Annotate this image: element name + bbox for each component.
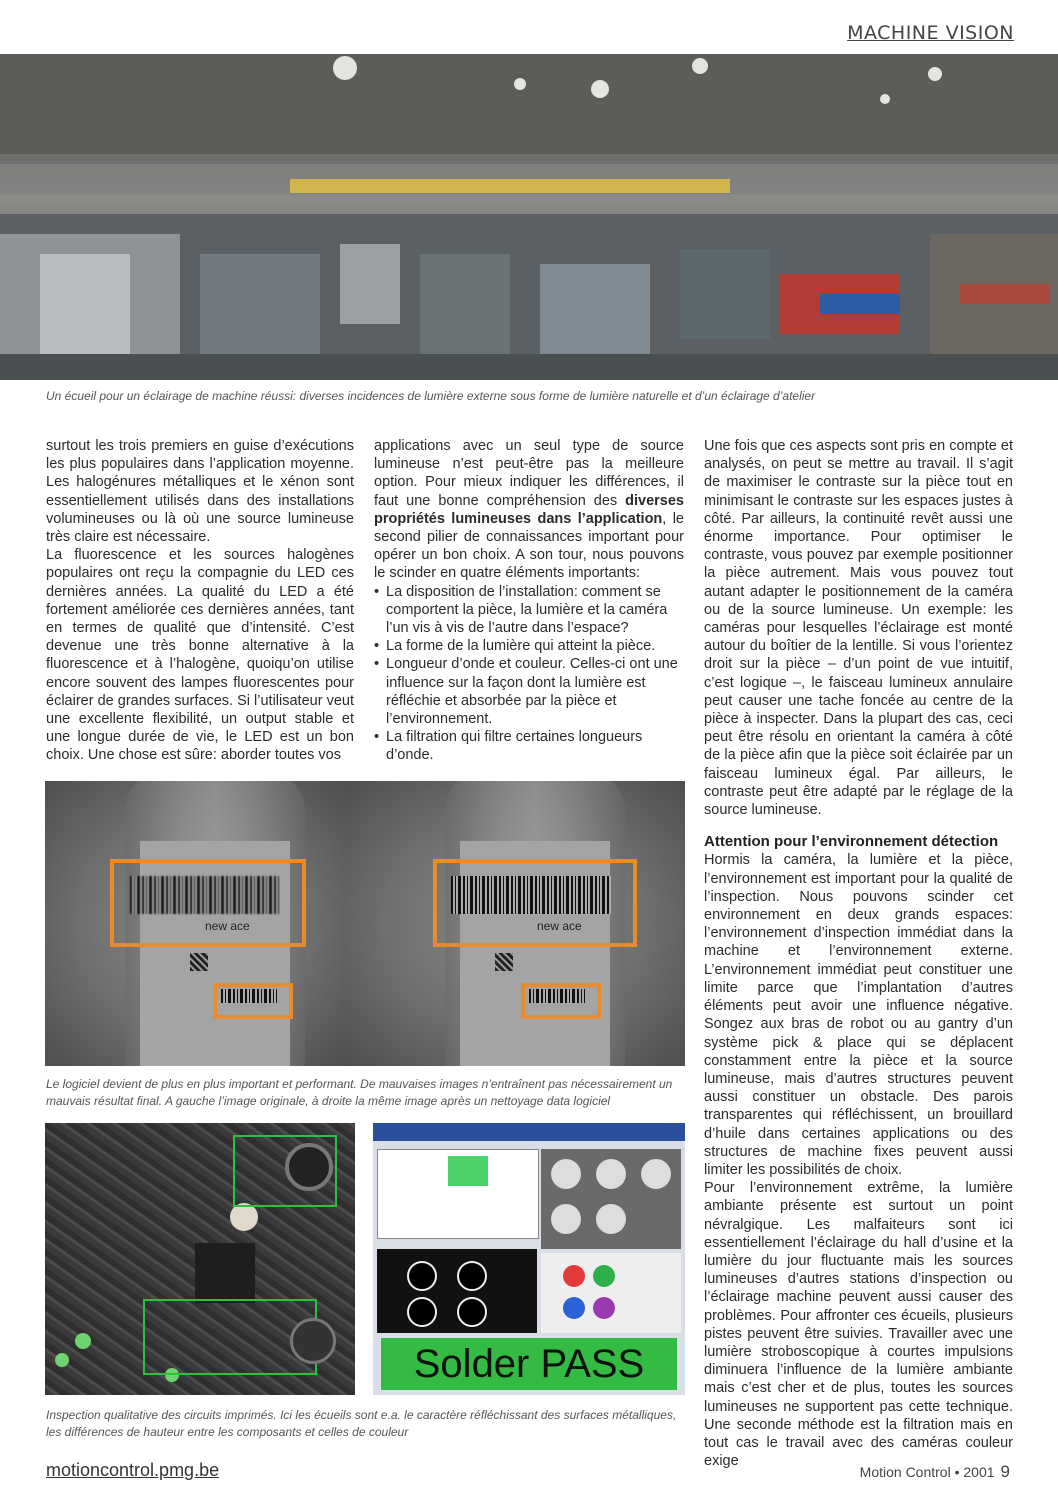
bottles-image (45, 781, 685, 1066)
column-2 (374, 437, 684, 765)
col3-subheading: Attention pour l’environnement détection (704, 833, 999, 851)
bottle-label-text: new ace (537, 919, 582, 933)
qr-code (190, 953, 208, 971)
bottles-caption: Le logiciel devient de plus en plus important et performant. De mauvaises images n’entraînent pas nécessairement un mauvais résultat final. A gauche l’image originale, à droite la même image après un nettoyage data logiciel (46, 1077, 673, 1108)
list-item: • La forme de la lumière qui atteint la pièce. (374, 637, 684, 655)
col1-paragraph-2: La fluorescence et les sources halogènes populaires ont reçu la compagnie du LED ces dernières années. La qualité du LED a été fortement améliorée ces dernières années, tant en termes de qualité que d’intensité. C’est devenue une très bonne alternative à la fluorescence et à l’halogène, quoiqu’on utilise encore souvent des lampes fluorescentes pour éclairer de grandes surfaces. Si l’utilisateur veut une excellente flexibilité, un output stable et une longue durée de vie, le LED est un bon choix. Une chose est sûre: aborder toutes vos (46, 547, 354, 764)
col1-paragraph-1: surtout les trois premiers en guise d’exécutions les plus populaires dans l’application moyenne. Les halogénures métalliques et le xénon sont essentiellement utilisés dans des installations volumineuses ou là où une source lumineuse très claire est nécessaire. (46, 438, 354, 546)
col3-paragraph-1: Une fois que ces aspects sont pris en compte et analysés, on peut se mettre au travail. Il s’agit de maximiser le contraste sur la pièce tout en minimisant le contraste sur les espaces justes à côté. Par ailleurs, la continuité revêt aussi une énorme importance. Pour optimiser le contraste, vous pouvez par exemple positionner la pièce autrement. Mais vous pouvez tout autant adapter le positionnement de la caméra ou de la source lumineuse. Un exemple: les caméras pour lesquelles l’éclairage est monté autour du boîtier de la lentille. Si vous l’orientez droit sur la pièce – d’un point de vue intuitif, c’est logique –, le faisceau lumineux annulaire peut causer une tache foncée au centre de la pièce à inspecter. Dans la plupart des cas, ceci peut être résolu en orientant la caméra à côté de la pièce afin que la pièce soit éclairée par un faisceau lumineux égal. Par ailleurs, le contraste peut être adapté par le réglage de la source lumineuse. (704, 438, 1013, 819)
col2-bullet-list (374, 583, 684, 765)
barcode (130, 876, 280, 914)
list-item: • La filtration qui filtre certaines longueurs d’onde. (374, 728, 684, 764)
col3-paragraph-3: Pour l’environnement extrême, la lumière ambiante présente est surtout un point névralgique. Les malfaiteurs sont ici essentiellement l’éclairage du hall d’usine et la lumière du jour fluctuante mais les sources lumineuses d’autres stations d’inspection ou l’éclairage machine peuvent aussi causer des problèmes. Pour affronter ces écueils, plusieurs pistes peuvent être suivies. Travailler avec une lumière stroboscopique à courtes impulsions diminuera l’influence de la lumière ambiante mais c’est cher et de plus, toutes les sources lumineuses ne supportent pas cette technique. Une seconde méthode est la filtration mais en tout cas le travail avec des caméras couleur exige (704, 1180, 1013, 1470)
bottle-label-text: new ace (205, 919, 250, 933)
window-titlebar (373, 1123, 685, 1141)
factory-illustration (0, 54, 1058, 380)
solder-pass-banner: Solder PASS (381, 1338, 677, 1390)
pcb-image (45, 1123, 355, 1395)
section-title: MACHINE VISION (847, 22, 1014, 44)
qr-code (495, 953, 513, 971)
software-screenshot (373, 1123, 685, 1395)
bottle-original (45, 781, 345, 1066)
col2-text-a: applications avec un seul type de source lumineuse n’est peut-être pas la meilleure option. Pour mieux indiquer les différences, il faut une bonne compréhension des (374, 438, 684, 509)
column-1 (46, 437, 354, 765)
column-3 (704, 437, 1013, 1470)
footer-website[interactable]: motioncontrol.pmg.be (46, 1460, 220, 1480)
barcode-small (529, 989, 585, 1003)
factory-photo (0, 54, 1058, 380)
col2-paragraph-1 (374, 437, 684, 583)
barcode (451, 876, 611, 914)
page-number: 9 (1000, 1462, 1010, 1481)
component-disc (230, 1203, 258, 1231)
col2-text-c: , le second pilier de connaissances important pour opérer un bon choix. A son tour, nous pouvons le scinder en quatre éléments importants: (374, 510, 684, 582)
list-item: • Longueur d’onde et couleur. Celles-ci ont une influence sur la façon dont la lumière est réfléchie et absorbée par la pièce et l’environnement. (374, 655, 684, 728)
top-photo-caption: Un écueil pour un éclairage de machine réussi: diverses incidences de lumière externe sous forme de lumière naturelle et d’un éclairage d’atelier (46, 389, 816, 403)
list-item: • La disposition de l’installation: comment se comportent la pièce, la lumière et la caméra l’un vis à vis de l’autre dans l’espace? (374, 583, 684, 638)
pcb-caption: Inspection qualitative des circuits imprimés. Ici les écueils sont e.a. le caractère réfléchissant des surfaces métalliques, les différences de hauteur entre les composants et celles de couleur (46, 1408, 677, 1439)
inspection-region (233, 1135, 337, 1207)
footer-publication (860, 1462, 1010, 1482)
barcode-small (221, 989, 277, 1003)
col3-paragraph-2: Hormis la caméra, la lumière et la pièce, l’environnement est important pour la qualité de l’inspection. Nous pouvons scinder cet environnement en deux grands espaces: l’environnement d’inspection immédiat dans la machine et l’environnement externe. L’environnement immédiat peut constituer une limite parce que l’implantation d’autres éléments peut avoir une influence négative. Songez aux bras de robot ou au gantry d’un système pick & place qui se déplacent constamment entre la pièce et la source lumineuse, mais d’autres structures peuvent aussi constituer un obstacle. Des parois transparentes qui réfléchissent, un brouillard d’huile dans certaines applications ou des structures de machine fixes peuvent aussi limiter les possibilités de choix. (704, 852, 1013, 1178)
col2-bold-text: diverses propriétés lumineuses dans l’application (374, 492, 684, 527)
magazine-name: Motion Control • 2001 (859, 1464, 995, 1480)
bottle-cleaned (345, 781, 685, 1066)
